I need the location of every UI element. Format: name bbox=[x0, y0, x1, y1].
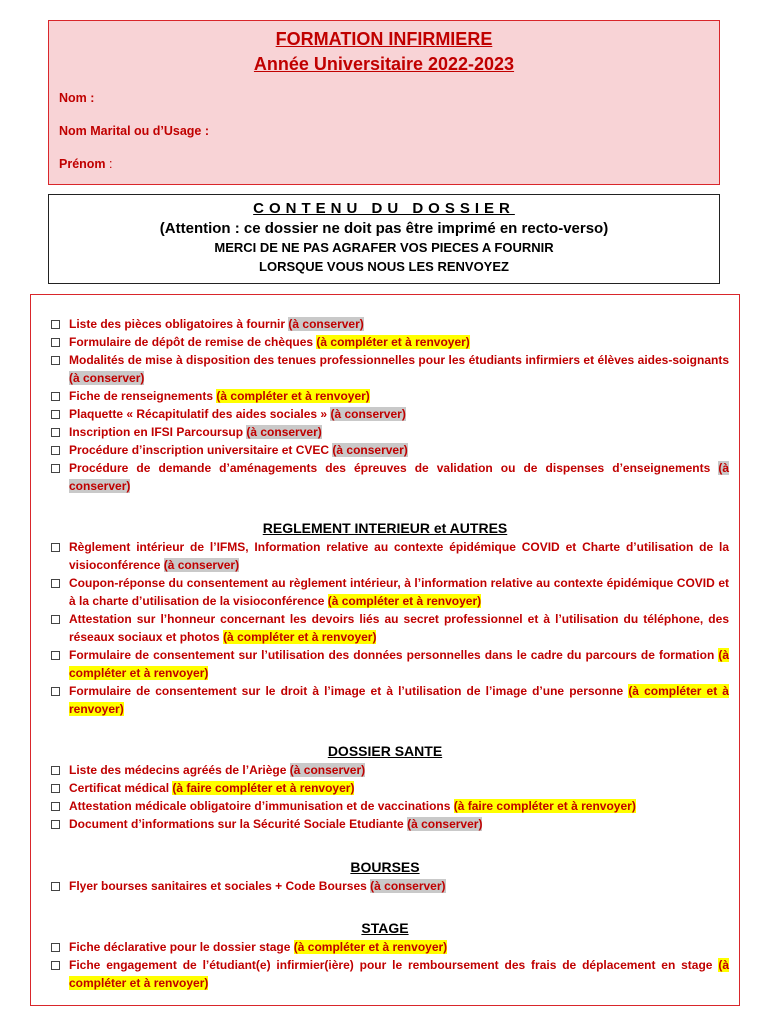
item-text: Procédure de demande d’aménagements des épreuves de validation ou de dispenses d’enseignements bbox=[69, 461, 719, 475]
bourses-documents-list bbox=[31, 877, 739, 895]
return-instruction-tag: (à compléter et à renvoyer) bbox=[69, 958, 729, 990]
keep-instruction-tag: (à conserver) bbox=[163, 558, 240, 572]
stage-documents-list bbox=[31, 938, 739, 992]
list-item bbox=[31, 351, 739, 387]
keep-instruction-tag: (à conserver) bbox=[330, 407, 406, 421]
section-title-stage: STAGE bbox=[361, 920, 409, 936]
prenom-field-label bbox=[59, 157, 113, 171]
list-item bbox=[31, 574, 739, 610]
checkbox-square-icon[interactable] bbox=[51, 543, 60, 552]
checkbox-square-icon[interactable] bbox=[51, 446, 60, 455]
list-item bbox=[31, 538, 739, 574]
staple-warning-line2: LORSQUE VOUS NOUS LES RENVOYEZ bbox=[259, 259, 509, 274]
item-text: Liste des médecins agréés de l’Ariège bbox=[69, 763, 290, 777]
list-item bbox=[31, 315, 739, 333]
item-text: Coupon-réponse du consentement au règlement intérieur, à l’information relative au contexte épidémique COVID et à la charte d’utilisation de la visioconférence bbox=[69, 576, 729, 608]
list-item bbox=[31, 387, 739, 405]
academic-year: Année Universitaire 2022-2023 bbox=[253, 54, 515, 74]
list-item bbox=[31, 797, 739, 815]
list-item bbox=[31, 459, 739, 495]
return-instruction-tag: (à compléter et à renvoyer) bbox=[69, 684, 729, 716]
item-text: Attestation sur l’honneur concernant les devoirs liés au secret professionnel et à l’utilisation du téléphone, des réseaux sociaux et photos bbox=[69, 612, 729, 644]
staple-warning-line1: MERCI DE NE PAS AGRAFER VOS PIECES A FOURNIR bbox=[214, 240, 554, 255]
keep-instruction-tag: (à conserver) bbox=[69, 461, 729, 493]
nom-field-label: Nom : bbox=[59, 91, 95, 105]
list-item bbox=[31, 405, 739, 423]
keep-instruction-tag: (à conserver) bbox=[370, 879, 446, 893]
item-text: Formulaire de consentement sur l’utilisation des données personnelles dans le cadre du parcours de formation bbox=[69, 648, 719, 662]
item-text: Flyer bourses sanitaires et sociales + Code Bourses bbox=[69, 879, 371, 893]
item-text: Fiche de renseignements bbox=[69, 389, 217, 403]
checkbox-square-icon[interactable] bbox=[51, 784, 60, 793]
item-text: Formulaire de dépôt de remise de chèques bbox=[69, 335, 317, 349]
return-instruction-tag: (à compléter et à renvoyer) bbox=[69, 648, 729, 680]
list-item bbox=[31, 682, 739, 718]
section-title-sante: DOSSIER SANTE bbox=[327, 743, 443, 759]
list-item bbox=[31, 938, 739, 956]
item-text: Liste des pièces obligatoires à fournir bbox=[69, 317, 289, 331]
keep-instruction-tag: (à conserver) bbox=[69, 371, 145, 385]
print-warning: (Attention : ce dossier ne doit pas être imprimé en recto-verso) bbox=[159, 220, 609, 237]
item-text: Procédure d’inscription universitaire et CVEC bbox=[69, 443, 333, 457]
checkbox-square-icon[interactable] bbox=[51, 410, 60, 419]
list-item bbox=[31, 761, 739, 779]
return-instruction-tag: (à compléter et à renvoyer) bbox=[223, 630, 377, 644]
checkbox-square-icon[interactable] bbox=[51, 392, 60, 401]
item-text: Formulaire de consentement sur le droit à l’image et à l’utilisation de l’image d’une personne bbox=[69, 684, 629, 698]
item-text: Règlement intérieur de l’IFMS, Information relative au contexte épidémique COVID et Charte d’utilisation de la visioconférence bbox=[69, 540, 729, 572]
list-item bbox=[31, 877, 739, 895]
checkbox-square-icon[interactable] bbox=[51, 651, 60, 660]
checkbox-square-icon[interactable] bbox=[51, 464, 60, 473]
section-title-reglement: REGLEMENT INTERIEUR et AUTRES bbox=[262, 520, 508, 536]
list-item bbox=[31, 333, 739, 351]
general-documents-list bbox=[31, 315, 739, 495]
keep-instruction-tag: (à conserver) bbox=[246, 425, 322, 439]
checkbox-square-icon[interactable] bbox=[51, 766, 60, 775]
checkbox-square-icon[interactable] bbox=[51, 943, 60, 952]
return-instruction-tag: (à faire compléter et à renvoyer) bbox=[172, 781, 355, 795]
checkbox-square-icon[interactable] bbox=[51, 338, 60, 347]
item-text: Plaquette « Récapitulatif des aides sociales » bbox=[69, 407, 331, 421]
list-item bbox=[31, 610, 739, 646]
prenom-label-text: Prénom bbox=[59, 157, 106, 171]
contents-box bbox=[48, 194, 720, 284]
checkbox-square-icon[interactable] bbox=[51, 579, 60, 588]
checkbox-square-icon[interactable] bbox=[51, 320, 60, 329]
item-text: Modalités de mise à disposition des tenues professionnelles pour les étudiants infirmiers et élèves aides-soignants bbox=[69, 353, 729, 367]
contents-title: CONTENU DU DOSSIER bbox=[253, 200, 515, 217]
nom-marital-field-label: Nom Marital ou d’Usage : bbox=[59, 124, 210, 138]
checkbox-square-icon[interactable] bbox=[51, 687, 60, 696]
checkbox-square-icon[interactable] bbox=[51, 356, 60, 365]
checkbox-square-icon[interactable] bbox=[51, 820, 60, 829]
prenom-label-colon: : bbox=[105, 157, 113, 171]
return-instruction-tag: (à compléter et à renvoyer) bbox=[216, 389, 370, 403]
reglement-documents-list bbox=[31, 538, 739, 718]
checkbox-square-icon[interactable] bbox=[51, 882, 60, 891]
item-text: Attestation médicale obligatoire d’immunisation et de vaccinations bbox=[69, 799, 454, 813]
item-text: Fiche déclarative pour le dossier stage bbox=[69, 940, 294, 954]
return-instruction-tag: (à compléter et à renvoyer) bbox=[327, 594, 482, 608]
list-item bbox=[31, 441, 739, 459]
list-item bbox=[31, 646, 739, 682]
item-text: Certificat médical bbox=[69, 781, 173, 795]
checkbox-square-icon[interactable] bbox=[51, 428, 60, 437]
checkbox-square-icon[interactable] bbox=[51, 802, 60, 811]
section-title-bourses: BOURSES bbox=[350, 859, 420, 875]
return-instruction-tag: (à compléter et à renvoyer) bbox=[316, 335, 470, 349]
sante-documents-list bbox=[31, 761, 739, 833]
return-instruction-tag: (à compléter et à renvoyer) bbox=[293, 940, 448, 954]
item-text: Document d’informations sur la Sécurité Sociale Etudiante bbox=[69, 817, 408, 831]
list-item bbox=[31, 815, 739, 833]
list-item bbox=[31, 956, 739, 992]
keep-instruction-tag: (à conserver) bbox=[289, 763, 366, 777]
identity-box bbox=[48, 20, 720, 185]
documents-list-box bbox=[30, 294, 740, 1006]
keep-instruction-tag: (à conserver) bbox=[407, 817, 483, 831]
item-text: Fiche engagement de l’étudiant(e) infirmier(ière) pour le remboursement des frais de déplacement en stage bbox=[69, 958, 719, 972]
return-instruction-tag: (à faire compléter et à renvoyer) bbox=[453, 799, 636, 813]
list-item bbox=[31, 423, 739, 441]
checkbox-square-icon[interactable] bbox=[51, 615, 60, 624]
checkbox-square-icon[interactable] bbox=[51, 961, 60, 970]
keep-instruction-tag: (à conserver) bbox=[288, 317, 364, 331]
item-text: Inscription en IFSI Parcoursup bbox=[69, 425, 247, 439]
document-title: FORMATION INFIRMIERE bbox=[275, 29, 493, 49]
list-item bbox=[31, 779, 739, 797]
keep-instruction-tag: (à conserver) bbox=[332, 443, 408, 457]
